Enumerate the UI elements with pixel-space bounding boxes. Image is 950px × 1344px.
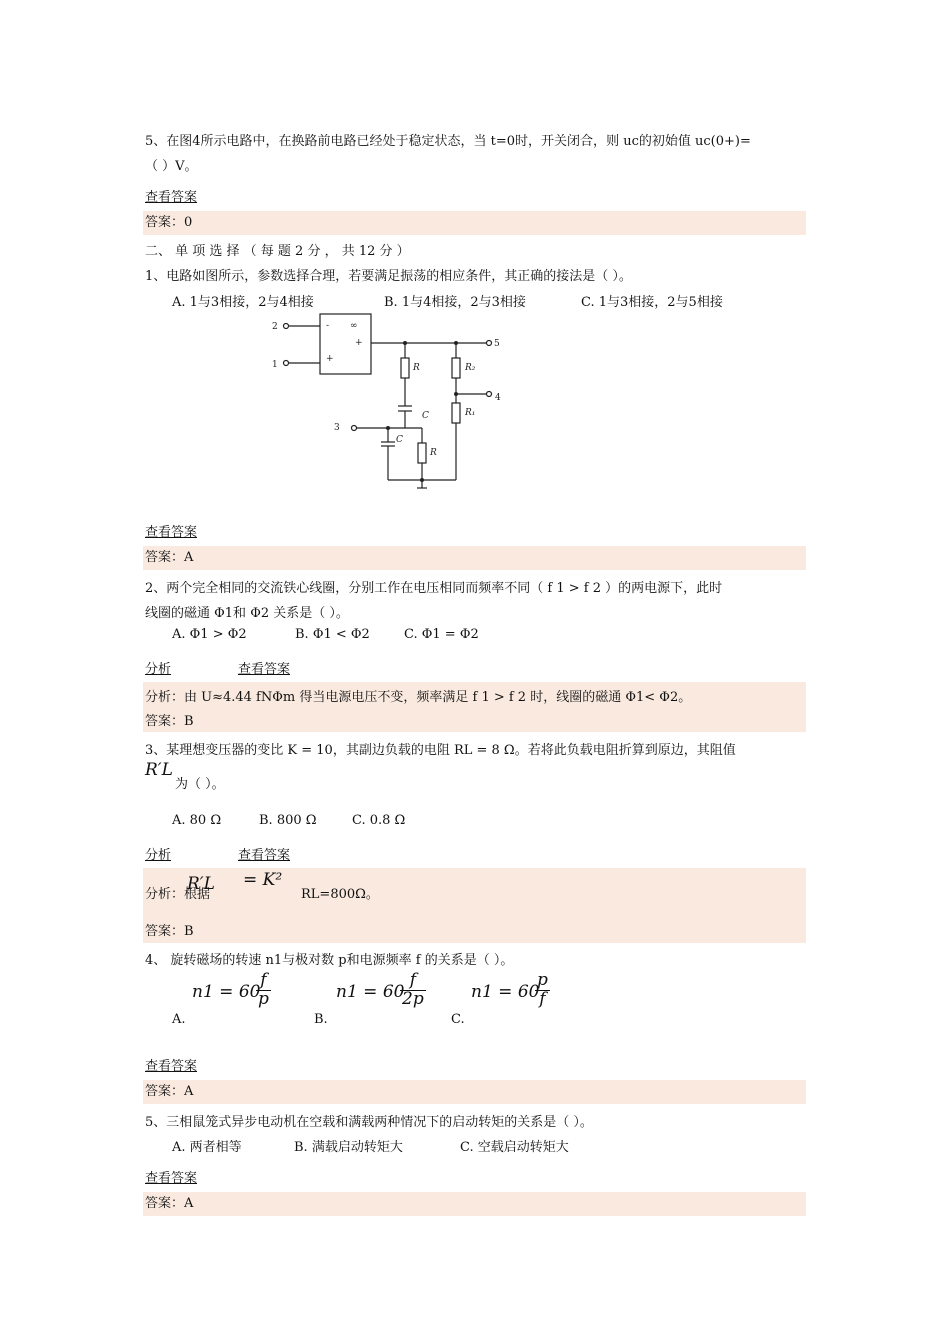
terminal-2 [284, 324, 289, 329]
q2-analysis-link[interactable]: 分析 [145, 662, 172, 677]
label-r-bottom: R [430, 448, 437, 458]
q4-answer: 答案：A [145, 1084, 194, 1099]
label-t5: 5 [494, 339, 500, 349]
label-r-top: R [413, 363, 420, 373]
q4-stem: 4、 旋转磁场的转速 n1与极对数 p和电源频率 f 的关系是（ ）。 [145, 953, 514, 968]
section2-title: 二、 单 项 选 择 （ 每 题 2 分 ， 共 12 分 ） [145, 244, 410, 259]
q5-choice-answer-box [143, 1192, 806, 1216]
terminal-3 [352, 426, 357, 431]
q3-analysis-link[interactable]: 分析 [145, 848, 172, 863]
q1-option-c: C. 1与3相接，2与5相接 [581, 295, 723, 310]
q5-fill-view-answer-link[interactable]: 查看答案 [145, 190, 198, 205]
label-t4: 4 [495, 393, 501, 403]
terminal-4 [487, 392, 492, 397]
q2-analysis: 分析：由 U≈4.44 fNΦm 得当电源电压不变，频率满足 f 1 > f 2 时，线圈的磁通 Φ1< Φ2。 [145, 690, 692, 705]
terminal-1 [284, 361, 289, 366]
label-t2: 2 [272, 322, 278, 332]
q4-option-c-lhs: n1 = 60 [471, 982, 540, 1002]
q5-choice-view-answer-link[interactable]: 查看答案 [145, 1171, 198, 1186]
q4-option-b-num: f [400, 972, 426, 991]
q5-choice-option-a: A. 两者相等 [172, 1140, 242, 1155]
q5-choice-option-b: B. 满载启动转矩大 [294, 1140, 403, 1155]
label-c-series: C [422, 411, 429, 421]
q5-choice-stem: 5、三相鼠笼式异步电动机在空载和满载两种情况下的启动转矩的关系是（ ）。 [145, 1115, 593, 1130]
q4-option-b-den: 2p [402, 988, 424, 1009]
label-r1: R₁ [465, 408, 476, 418]
resistor-r2 [452, 358, 460, 378]
q5-fill-answer-box [143, 211, 806, 235]
label-r2: R₂ [465, 363, 476, 373]
q3-analysis-k-squared: = K² [243, 870, 283, 890]
q3-analysis-rl-prime: R′L [187, 874, 215, 894]
q4-option-a-num: f [256, 972, 271, 991]
oscillator-circuit-diagram [260, 308, 520, 498]
q3-analysis-suffix: RL=800Ω。 [301, 887, 379, 902]
q4-option-a-den: p [258, 988, 269, 1009]
q3-option-c: C. 0.8 Ω [352, 813, 406, 828]
q3-stem-line2: 为（ ）。 [175, 777, 225, 792]
q2-option-c: C. Φ1 = Φ2 [404, 627, 479, 642]
q1-stem: 1、电路如图所示，参数选择合理，若要满足振荡的相应条件，其正确的接法是（ ）。 [145, 269, 632, 284]
q5-fill-answer: 答案：0 [145, 215, 193, 230]
label-inf: ∞ [350, 321, 358, 331]
q2-option-a: A. Φ1 > Φ2 [172, 627, 247, 642]
q3-stem-line1: 3、某理想变压器的变比 K = 10，其副边负载的电阻 RL = 8 Ω。若将此负载电阻折算到原边，其阻值 [145, 743, 736, 758]
label-minus: - [326, 321, 330, 331]
resistor-r1 [452, 403, 460, 423]
q2-stem-line2: 线圈的磁通 Φ1和 Φ2 关系是（ ）。 [145, 606, 349, 621]
q3-analysis-prefix: 分析：根据 [145, 887, 211, 902]
q1-option-b: B. 1与4相接，2与3相接 [384, 295, 526, 310]
q1-answer-box [143, 546, 806, 570]
q5-fill-line1: 5、在图4所示电路中，在换路前电路已经处于稳定状态，当 t=0时，开关闭合，则 uc的初始值 uc(0+)= [145, 134, 751, 149]
q2-stem-line1: 2、两个完全相同的交流铁心线圈，分别工作在电压相同而频率不同（ f 1 > f 2 ）的两电源下，此时 [145, 581, 723, 596]
q2-option-b: B. Φ1 < Φ2 [295, 627, 370, 642]
q3-view-answer-link[interactable]: 查看答案 [238, 848, 291, 863]
q2-answer: 答案：B [145, 714, 194, 729]
q4-view-answer-link[interactable]: 查看答案 [145, 1059, 198, 1074]
q4-option-b-lhs: n1 = 60 [336, 982, 405, 1002]
q4-option-c-num: p [537, 970, 548, 990]
q3-rl-prime: R′L [145, 760, 173, 780]
terminal-5 [487, 341, 492, 346]
q1-answer: 答案：A [145, 550, 194, 565]
q3-option-a: A. 80 Ω [172, 813, 222, 828]
q1-option-a: A. 1与3相接，2与4相接 [172, 295, 314, 310]
q4-option-c-den: f [539, 988, 546, 1009]
label-t1: 1 [272, 360, 278, 370]
label-t3: 3 [334, 423, 340, 433]
q3-option-b: B. 800 Ω [259, 813, 317, 828]
q3-analysis-box [143, 868, 806, 943]
label-plus: + [326, 354, 334, 364]
q2-view-answer-link[interactable]: 查看答案 [238, 662, 291, 677]
q5-choice-answer: 答案：A [145, 1196, 194, 1211]
q5-fill-line2: （ ）V。 [145, 159, 198, 174]
label-plus2: + [355, 338, 363, 348]
resistor-r-top [401, 358, 409, 378]
q3-answer: 答案：B [145, 924, 194, 939]
q1-view-answer-link[interactable]: 查看答案 [145, 525, 198, 540]
resistor-r-bottom [418, 443, 426, 463]
q5-choice-option-c: C. 空载启动转矩大 [460, 1140, 569, 1155]
q4-answer-box [143, 1080, 806, 1104]
q4-option-a-lhs: n1 = 60 [192, 982, 261, 1002]
label-c-parallel: C [396, 435, 403, 445]
q2-analysis-box [143, 682, 806, 732]
